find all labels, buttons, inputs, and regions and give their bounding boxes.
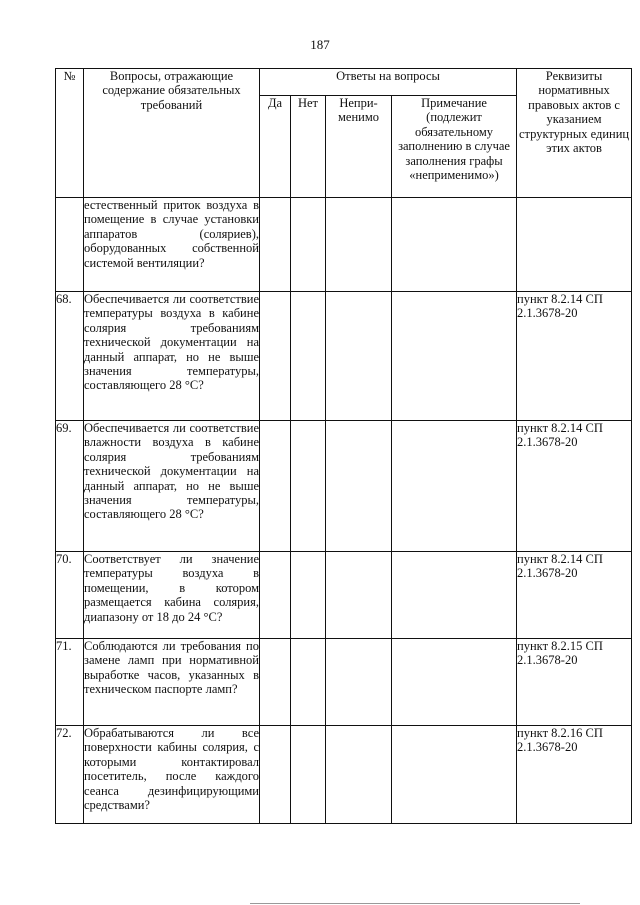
answer-no-cell[interactable] <box>291 552 326 639</box>
row-requisite: пункт 8.2.14 СП 2.1.3678-20 <box>517 292 632 421</box>
table-row <box>56 421 632 552</box>
row-question: Соблюдаются ли требования по замене ламп при нормативной выработке часов, указанных в техническом паспорте ламп? <box>84 639 260 726</box>
header-no: Нет <box>291 96 326 198</box>
row-number: 69. <box>56 421 84 552</box>
checklist-table <box>55 68 632 824</box>
answer-na-cell[interactable] <box>326 639 392 726</box>
row-requisite <box>517 198 632 292</box>
answer-note-cell[interactable] <box>392 552 517 639</box>
answer-note-cell[interactable] <box>392 292 517 421</box>
answer-note-cell[interactable] <box>392 726 517 824</box>
header-yes: Да <box>260 96 291 198</box>
answer-note-cell[interactable] <box>392 639 517 726</box>
answer-no-cell[interactable] <box>291 198 326 292</box>
row-number <box>56 198 84 292</box>
header-not-applicable: Непри-менимо <box>326 96 392 198</box>
table-row <box>56 552 632 639</box>
row-number: 72. <box>56 726 84 824</box>
row-requisite: пункт 8.2.16 СП 2.1.3678-20 <box>517 726 632 824</box>
row-requisite: пункт 8.2.14 СП 2.1.3678-20 <box>517 552 632 639</box>
page-bottom-rule <box>250 903 580 904</box>
answer-na-cell[interactable] <box>326 552 392 639</box>
answer-yes-cell[interactable] <box>260 292 291 421</box>
answer-note-cell[interactable] <box>392 198 517 292</box>
answer-na-cell[interactable] <box>326 726 392 824</box>
answer-yes-cell[interactable] <box>260 198 291 292</box>
row-question: естественный приток воздуха в помещение в случае установки аппаратов (соляриев), оборудованных собственной системой вентиляции? <box>84 198 260 292</box>
answer-no-cell[interactable] <box>291 639 326 726</box>
answer-yes-cell[interactable] <box>260 421 291 552</box>
header-note: Примечание (подлежит обязательному заполнению в случае заполнения графы «неприменимо») <box>392 96 517 198</box>
header-answers: Ответы на вопросы <box>260 69 517 96</box>
row-requisite: пункт 8.2.14 СП 2.1.3678-20 <box>517 421 632 552</box>
table-row <box>56 639 632 726</box>
header-row <box>56 69 632 96</box>
row-number: 68. <box>56 292 84 421</box>
table-row <box>56 292 632 421</box>
table-row <box>56 726 632 824</box>
table-row <box>56 198 632 292</box>
row-question: Обрабатываются ли все поверхности кабины солярия, с которыми контактировал посетитель, после каждого сеанса дезинфицирующими средствами? <box>84 726 260 824</box>
answer-note-cell[interactable] <box>392 421 517 552</box>
answer-yes-cell[interactable] <box>260 726 291 824</box>
row-requisite: пункт 8.2.15 СП 2.1.3678-20 <box>517 639 632 726</box>
row-question: Обеспечивается ли соответствие температуры воздуха в кабине солярия требованиям технической документации на данный аппарат, но не выше значения температуры, составляющего 28 °С? <box>84 292 260 421</box>
header-question: Вопросы, отражающие содержание обязательных требований <box>84 69 260 198</box>
header-requisites: Реквизиты нормативных правовых актов с указанием структурных единиц этих актов <box>517 69 632 198</box>
page-number: 187 <box>310 37 330 52</box>
answer-no-cell[interactable] <box>291 292 326 421</box>
answer-na-cell[interactable] <box>326 198 392 292</box>
header-num: № <box>56 69 84 198</box>
answer-no-cell[interactable] <box>291 421 326 552</box>
row-number: 71. <box>56 639 84 726</box>
answer-na-cell[interactable] <box>326 421 392 552</box>
row-question: Обеспечивается ли соответствие влажности воздуха в кабине солярия требованиям технической документации на данный аппарат, но не выше значения температуры, составляющего 28 °С? <box>84 421 260 552</box>
answer-yes-cell[interactable] <box>260 639 291 726</box>
answer-no-cell[interactable] <box>291 726 326 824</box>
row-number: 70. <box>56 552 84 639</box>
row-question: Соответствует ли значение температуры воздуха в помещении, в котором размещается кабина солярия, диапазону от 18 до 24 °С? <box>84 552 260 639</box>
answer-na-cell[interactable] <box>326 292 392 421</box>
answer-yes-cell[interactable] <box>260 552 291 639</box>
